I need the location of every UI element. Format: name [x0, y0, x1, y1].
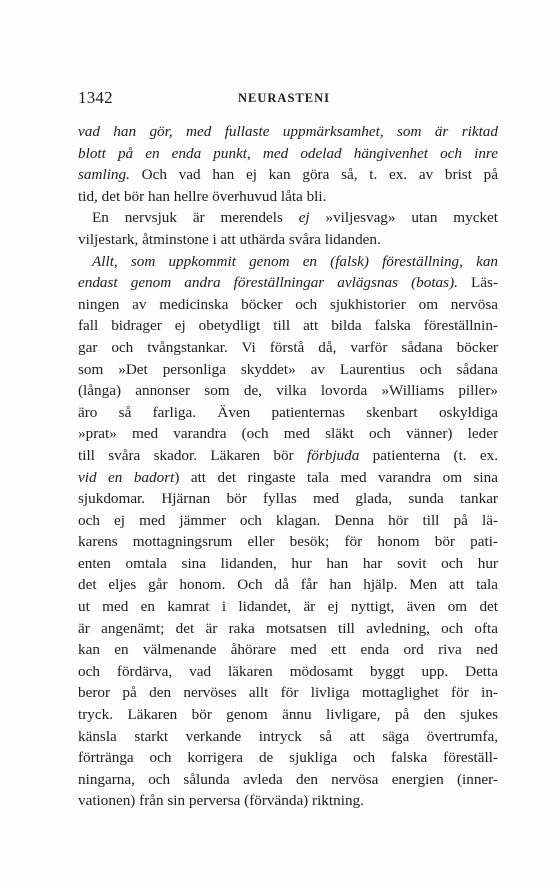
- text-run: ningen av medicinska böcker och sjukhistorier om nervösa: [78, 295, 498, 313]
- text-run: ningarna, och sålunda avleda den nervösa energien (inner-: [78, 770, 498, 788]
- text-run: En nervsjuk är merendels: [92, 209, 299, 227]
- text-line: [78, 510, 498, 532]
- italic-text: vad han gör, med fullaste uppmärksamhet, som är riktad: [78, 123, 498, 140]
- text-line: [78, 294, 498, 316]
- text-run: patienterna (t. ex.: [359, 446, 498, 464]
- text-line: [78, 251, 498, 273]
- text-line: [78, 769, 498, 791]
- italic-text: Allt, som uppkommit genom en (falsk) föreställning, kan: [92, 252, 498, 270]
- text-run: Läs-: [457, 274, 498, 292]
- text-run: fall bidrager ej obetydligt till att bilda falska föreställnin-: [78, 317, 498, 335]
- page-number: 1342: [78, 88, 113, 107]
- text-run: är angenämt; det är raka motsatsen till avledning, och ofta: [78, 619, 498, 637]
- text-line: [78, 661, 498, 683]
- text-run: karens mottagningsrum eller besök; för honom bör pati-: [78, 533, 498, 551]
- text-line: [78, 423, 498, 445]
- italic-text: samling.: [78, 166, 130, 184]
- running-header: [78, 88, 498, 110]
- italic-text: ej: [298, 209, 310, 227]
- text-run: kan en välmenande åhörare med ett enda ord riva ned: [78, 641, 498, 659]
- text-line: [78, 272, 498, 294]
- text-line: [78, 726, 498, 748]
- text-line: [78, 164, 498, 186]
- text-run: och fördärva, vad läkaren mödosamt byggt upp. Detta: [78, 662, 498, 680]
- text-run: ut med en kamrat i lidandet, är ej nyttigt, även om det: [78, 598, 498, 616]
- text-run: sjukdomar. Hjärnan bör fyllas med glada, sunda tankar: [78, 490, 498, 508]
- text-run: förtränga och korrigera de sjukliga och falska föreställ-: [78, 749, 498, 767]
- text-line: [78, 639, 498, 661]
- text-run: känsla starkt verkande intryck så att säga övertrumfa,: [78, 727, 498, 745]
- text-run: till svåra skador. Läkaren bör: [78, 446, 308, 464]
- running-title: NEURASTENI: [238, 91, 330, 105]
- text-run: äro så farliga. Även patienternas skenbart oskyldiga: [78, 403, 498, 421]
- text-line: [78, 380, 498, 402]
- text-line: [78, 186, 498, 208]
- text-run: tid, det bör han hellre överhuvud låta bli.: [78, 187, 327, 205]
- text-line: [78, 747, 498, 769]
- italic-text: endast genom andra föreställningar avlägsnas (botas).: [78, 274, 458, 292]
- text-run: enten omtala sina lidanden, hur han har sovit och hur: [78, 554, 498, 572]
- text-run: viljestark, åtminstone i att uthärda svåra lidanden.: [78, 230, 381, 248]
- text-line: [78, 618, 498, 640]
- italic-text: vid en badort: [78, 468, 175, 486]
- text-line: [78, 402, 498, 424]
- text-line: [78, 143, 498, 165]
- text-line: [78, 553, 498, 575]
- text-line: [78, 704, 498, 726]
- text-run: gar och tvångstankar. Vi förstå då, varför sådana böcker: [78, 338, 498, 356]
- text-line: [78, 790, 498, 812]
- italic-text: blott på en enda punkt, med odelad hängivenhet och inre: [78, 144, 498, 162]
- text-line: [78, 229, 498, 251]
- text-line: [78, 121, 498, 143]
- text-run: det eljes går honom. Och då får han hjälp. Men att tala: [78, 576, 498, 594]
- text-line: [78, 359, 498, 381]
- text-line: [78, 445, 498, 467]
- text-run: (långa) annonser som de, vilka lovorda »Williams piller»: [78, 382, 498, 400]
- text-line: [78, 488, 498, 510]
- italic-text: förbjuda: [307, 446, 360, 464]
- text-run: vationen) från sin perversa (förvända) riktning.: [78, 792, 364, 810]
- text-run: »prat» med varandra (och med släkt och vänner) leder: [78, 425, 498, 443]
- text-line: [78, 337, 498, 359]
- text-run: tryck. Läkaren bör genom ännu livligare, på den sjukes: [78, 706, 498, 724]
- text-line: [78, 574, 498, 596]
- text-line: [78, 596, 498, 618]
- text-run: som »Det personliga skyddet» av Laurentius och sådana: [78, 360, 498, 378]
- text-line: [78, 531, 498, 553]
- text-line: [78, 682, 498, 704]
- text-run: ) att det ringaste tala med varandra om sina: [174, 468, 498, 486]
- text-run: Och vad han ej kan göra så, t. ex. av brist på: [129, 166, 498, 184]
- text-line: [78, 467, 498, 489]
- text-run: beror på den nervöses allt för livliga mottaglighet för in-: [78, 684, 498, 702]
- text-line: [78, 207, 498, 229]
- text-run: och ej med jämmer och klagan. Denna hör till på lä-: [78, 511, 498, 529]
- text-run: »viljesvag» utan mycket: [309, 209, 498, 227]
- text-line: [78, 315, 498, 337]
- body-text: [78, 121, 498, 812]
